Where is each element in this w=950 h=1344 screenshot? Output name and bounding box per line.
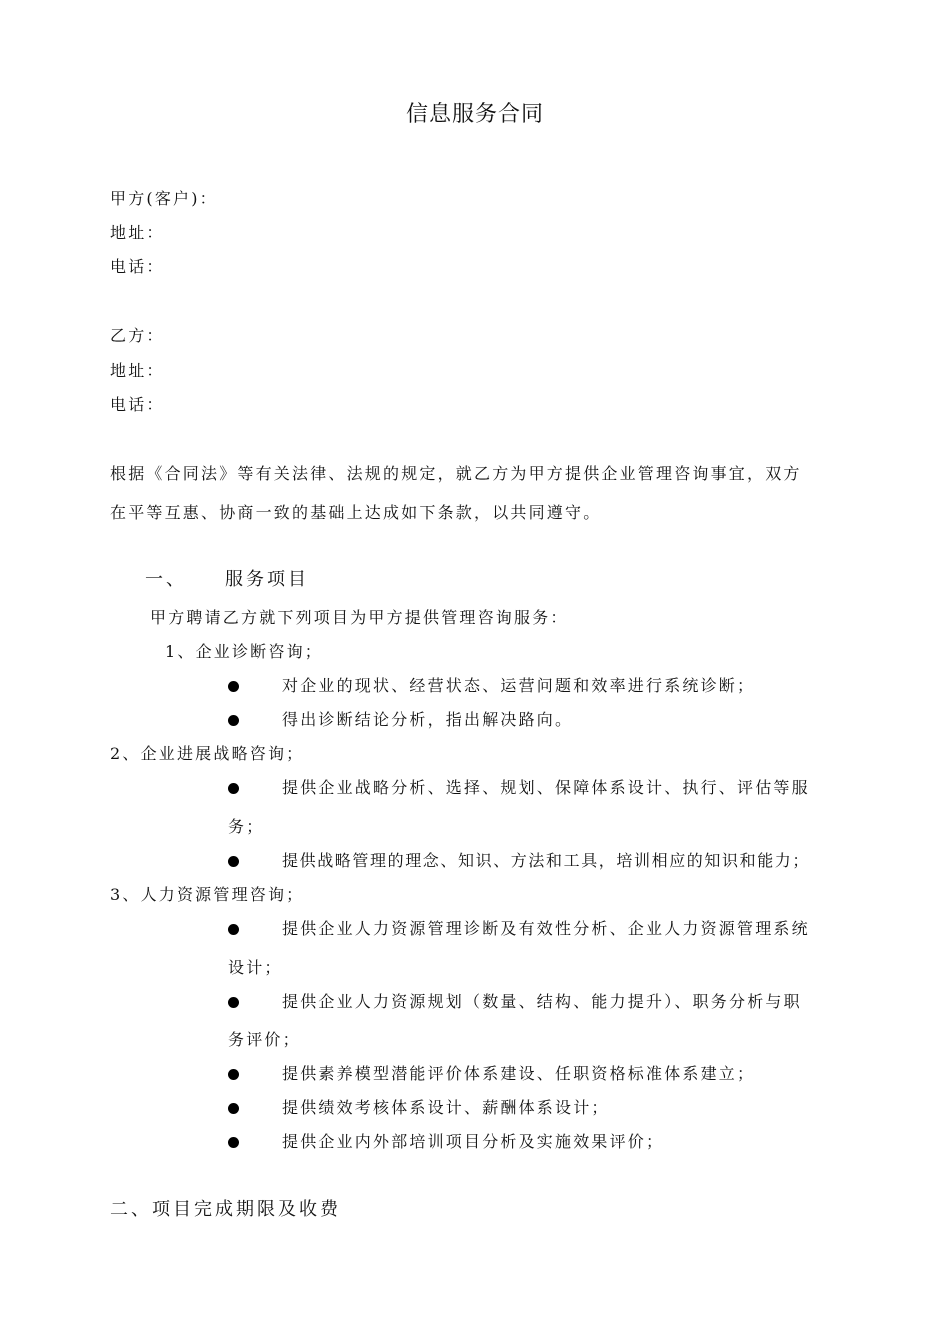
item-heading: 2、企业进展战略咨询； (110, 744, 305, 763)
bullet-text-continuation: 务； (228, 817, 265, 836)
bullet-text: 提供企业人力资源管理诊断及有效性分析、企业人力资源管理系统 (282, 919, 810, 938)
party-a-address: 地址： (110, 223, 165, 242)
party-a-phone: 电话： (110, 257, 165, 276)
section-2-title: 二、项目完成期限及收费 (110, 1199, 341, 1220)
bullet-icon (228, 1137, 239, 1148)
section-1-number: 一、 (145, 569, 187, 590)
item-heading: 1、企业诊断咨询； (165, 642, 323, 661)
bullet-text: 提供企业内外部培训项目分析及实施效果评价； (282, 1132, 665, 1151)
section-1-intro: 甲方聘请乙方就下列项目为甲方提供管理咨询服务： (150, 608, 569, 627)
bullet-icon (228, 856, 239, 867)
bullet-text-continuation: 务评价； (228, 1030, 301, 1049)
preamble-line: 根据《合同法》等有关法律、法规的规定，就乙方为甲方提供企业管理咨询事宜，双方 (110, 464, 802, 483)
item-heading: 3、人力资源管理咨询； (110, 885, 305, 904)
bullet-icon (228, 924, 239, 935)
bullet-icon (228, 715, 239, 726)
bullet-icon (228, 681, 239, 692)
section-1-title: 服务项目 (225, 569, 309, 590)
party-b-phone: 电话： (110, 395, 165, 414)
bullet-text-continuation: 设计； (228, 958, 283, 977)
party-b-address: 地址： (110, 361, 165, 380)
bullet-icon (228, 997, 239, 1008)
bullet-text: 提供企业战略分析、选择、规划、保障体系设计、执行、评估等服 (282, 778, 810, 797)
bullet-text: 提供战略管理的理念、知识、方法和工具，培训相应的知识和能力； (282, 851, 811, 870)
party-a-label: 甲方(客户)： (110, 189, 218, 208)
preamble-line: 在平等互惠、协商一致的基础上达成如下条款，以共同遵守。 (110, 503, 602, 522)
bullet-text: 得出诊断结论分析，指出解决路向。 (282, 710, 574, 729)
bullet-text: 提供绩效考核体系设计、薪酬体系设计； (282, 1098, 610, 1117)
bullet-icon (228, 783, 239, 794)
bullet-icon (228, 1069, 239, 1080)
bullet-text: 对企业的现状、经营状态、运营问题和效率进行系统诊断； (282, 676, 756, 695)
party-b-label: 乙方： (110, 326, 165, 345)
bullet-text: 提供企业人力资源规划（数量、结构、能力提升）、职务分析与职 (282, 992, 802, 1011)
bullet-text: 提供素养模型潜能评价体系建设、任职资格标准体系建立； (282, 1064, 756, 1083)
bullet-icon (228, 1103, 239, 1114)
document-title: 信息服务合同 (405, 102, 544, 127)
